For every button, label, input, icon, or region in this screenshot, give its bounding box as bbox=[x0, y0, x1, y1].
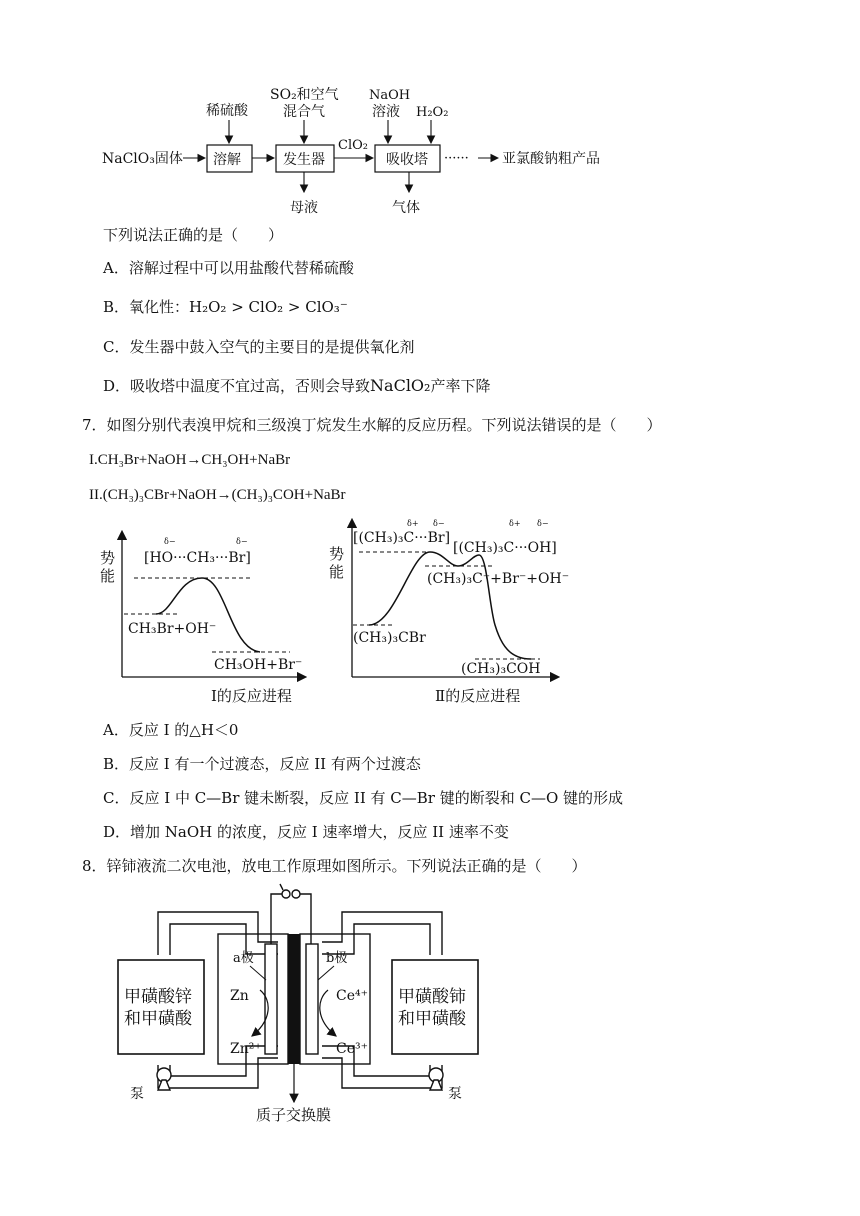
q6-option-d[interactable] bbox=[103, 376, 490, 396]
diagram2-ts2: [(CH₃)₃C···OH] bbox=[453, 540, 557, 556]
left-tank-label-2: 和甲磺酸 bbox=[124, 1009, 192, 1029]
diagram1-delta-right: δ− bbox=[236, 537, 248, 546]
generator-box-label: 发生器 bbox=[283, 152, 325, 168]
diagram1-product: CH₃OH+Br⁻ bbox=[214, 657, 303, 673]
flow-dissolve-input: 稀硫酸 bbox=[206, 103, 248, 119]
left-pump-label: 泵 bbox=[130, 1086, 144, 1102]
diagram2-product: (CH₃)₃COH bbox=[461, 661, 541, 677]
diagram2-intermediate: (CH₃)₃C⁺+Br⁻+OH⁻ bbox=[427, 571, 570, 587]
q7-option-c[interactable]: C．反应 I 中 C—Br 键未断裂，反应 II 有 C—Br 键的断裂和 C—O 键的形成 bbox=[103, 789, 624, 807]
flow-generator-input-1: SO₂和空气 bbox=[270, 87, 339, 103]
q6-option-b-prefix: B．氧化性： bbox=[103, 298, 190, 316]
zn-label: Zn bbox=[230, 988, 249, 1004]
diagram1-ylabel-1: 势 bbox=[100, 549, 116, 567]
q7-stem: 7．如图分别代表溴甲烷和三级溴丁烷发生水解的反应历程。下列说法错误的是（ ） bbox=[82, 416, 662, 434]
q7-option-b[interactable]: B．反应 I 有一个过渡态，反应 II 有两个过渡态 bbox=[103, 755, 421, 773]
diagram1-reactant: CH₃Br+OH⁻ bbox=[128, 621, 217, 637]
dissolve-box-label: 溶解 bbox=[213, 152, 241, 168]
membrane-label: 质子交换膜 bbox=[256, 1106, 332, 1124]
flow-start-label: NaClO₃固体 bbox=[102, 151, 183, 167]
electrode-b bbox=[306, 944, 318, 1054]
diagram2-ts1-delta-c: δ+ bbox=[407, 519, 419, 528]
energy-diagram-1 bbox=[100, 515, 320, 710]
left-tank-label-1: 甲磺酸锌 bbox=[124, 987, 192, 1007]
q6-option-b-formula: H₂O₂ > ClO₂ > ClO₃⁻ bbox=[189, 298, 348, 316]
diagram1-delta-left: δ− bbox=[164, 537, 176, 546]
q6-option-d-suffix: 产率下降 bbox=[430, 377, 491, 395]
energy-diagram-2 bbox=[325, 515, 570, 710]
right-tank-label-2: 和甲磺酸 bbox=[398, 1009, 466, 1029]
right-pump-icon bbox=[429, 1068, 443, 1090]
q7-equation-2: II.(CH₃)₃CBr+NaOH→(CH₃)₃COH+NaBr bbox=[89, 487, 346, 503]
flow-battery-diagram bbox=[110, 880, 490, 1125]
diagram1-ylabel-2: 能 bbox=[100, 567, 116, 585]
flow-generator-output: 母液 bbox=[290, 200, 318, 216]
absorber-box-label: 吸收塔 bbox=[386, 152, 428, 168]
q6-option-c[interactable]: C．发生器中鼓入空气的主要目的是提供氧化剂 bbox=[103, 338, 415, 356]
left-pump-icon bbox=[157, 1068, 171, 1090]
diagram2-ylabel-1: 势 bbox=[329, 545, 345, 563]
flow-naoh-2: 溶液 bbox=[372, 104, 400, 120]
b-pole-label: b极 bbox=[326, 951, 348, 966]
right-tank-label-1: 甲磺酸铈 bbox=[398, 987, 466, 1007]
diagram2-ts2-delta-c: δ+ bbox=[509, 519, 521, 528]
flow-absorber-output: 气体 bbox=[392, 200, 420, 216]
a-pole-label: a极 bbox=[233, 951, 254, 966]
diagram2-ts2-delta-o: δ− bbox=[537, 519, 549, 528]
zn2-label: Zn²⁺ bbox=[230, 1041, 262, 1057]
flow-h2o2-label: H₂O₂ bbox=[416, 105, 449, 120]
right-tank bbox=[392, 960, 478, 1054]
flow-naoh-1: NaOH bbox=[369, 88, 411, 103]
q6-option-d-prefix: D．吸收塔中温度不宜过高，否则会导致 bbox=[103, 377, 371, 395]
diagram2-ts1-delta-br: δ− bbox=[433, 519, 445, 528]
flow-clo2-label: ClO₂ bbox=[338, 138, 368, 153]
flow-product-label: 亚氯酸钠粗产品 bbox=[502, 151, 600, 167]
q7-option-d[interactable]: D．增加 NaOH 的浓度，反应 I 速率增大，反应 II 速率不变 bbox=[103, 823, 509, 841]
q8-stem: 8．锌铈液流二次电池，放电工作原理如图所示。下列说法正确的是（ ） bbox=[82, 857, 587, 875]
diagram2-xlabel: Ⅱ的反应进程 bbox=[435, 687, 521, 705]
q6-option-d-formula: NaClO₂ bbox=[370, 376, 431, 395]
diagram2-ylabel-2: 能 bbox=[329, 563, 345, 581]
diagram2-ts1: [(CH₃)₃C···Br] bbox=[353, 530, 451, 546]
ce3-label: Ce³⁺ bbox=[336, 1041, 368, 1057]
diagram1-transition-state: [HO···CH₃···Br] bbox=[144, 550, 251, 566]
q6-stem: 下列说法正确的是（ ） bbox=[103, 226, 284, 244]
flow-dots: ······ bbox=[444, 151, 469, 166]
diagram2-reactant: (CH₃)₃CBr bbox=[353, 630, 426, 646]
q6-option-a[interactable]: A．溶解过程中可以用盐酸代替稀硫酸 bbox=[103, 259, 354, 277]
diagram1-xlabel: Ⅰ的反应进程 bbox=[211, 687, 292, 705]
q7-option-a[interactable]: A．反应 I 的△H＜0 bbox=[103, 721, 239, 739]
ce4-label: Ce⁴⁺ bbox=[336, 988, 368, 1004]
flow-generator-input-2: 混合气 bbox=[283, 104, 325, 120]
diagram1-curve bbox=[156, 578, 260, 652]
left-tank bbox=[118, 960, 204, 1054]
right-pump-label: 泵 bbox=[448, 1086, 462, 1102]
q6-option-b[interactable] bbox=[103, 297, 348, 317]
process-flow-diagram bbox=[0, 0, 860, 230]
proton-exchange-membrane bbox=[288, 934, 300, 1064]
q7-equation-1: I.CH₃Br+NaOH→CH₃OH+NaBr bbox=[89, 452, 291, 468]
